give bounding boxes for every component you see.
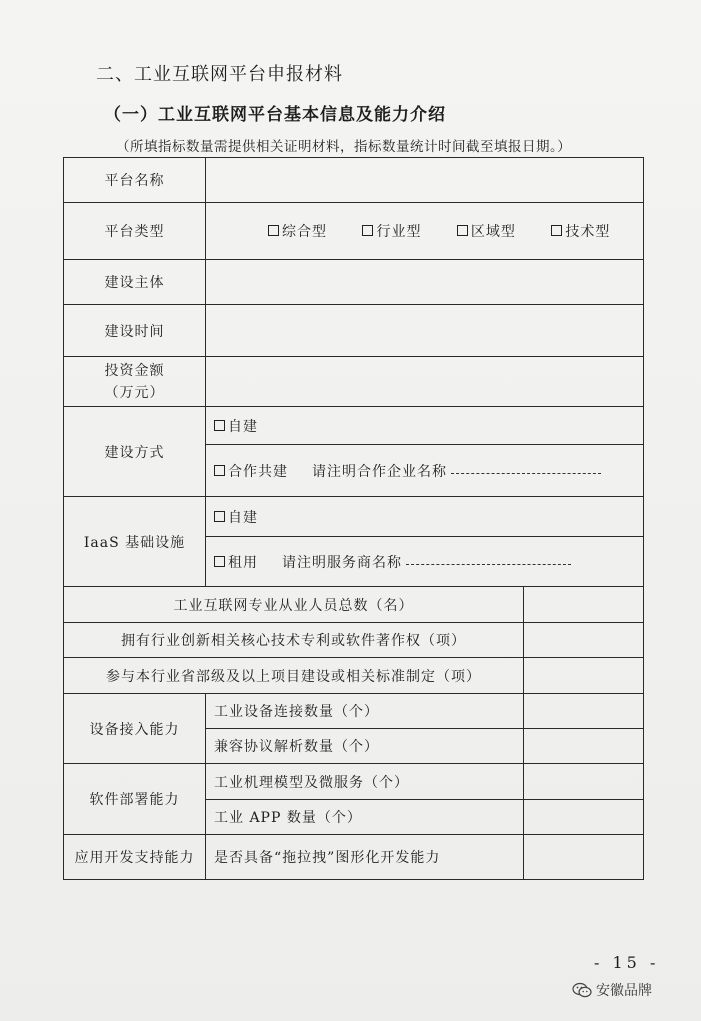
table-row: [64, 305, 644, 357]
fill-in-line[interactable]: [451, 473, 601, 474]
table-row: [64, 407, 644, 445]
watermark-text: 安徽品牌: [596, 983, 652, 999]
fill-in-line[interactable]: [406, 564, 571, 565]
checkbox-icon[interactable]: [551, 225, 562, 236]
checkbox-icon[interactable]: [214, 511, 225, 522]
platform-name-field[interactable]: [206, 158, 644, 203]
model-count-field[interactable]: [524, 764, 644, 800]
type-option-regional[interactable]: [457, 221, 516, 241]
table-row: [64, 623, 644, 658]
drag-drop-field[interactable]: [524, 835, 644, 880]
app-count-label: 工业 APP 数量（个）: [206, 800, 524, 835]
wechat-icon: [572, 982, 592, 998]
drag-drop-label: 是否具备“拖拉拽”图形化开发能力: [206, 835, 524, 880]
checkbox-icon[interactable]: [457, 225, 468, 236]
patents-label: 拥有行业创新相关核心技术专利或软件著作权（项）: [64, 623, 524, 658]
table-row: [64, 694, 644, 729]
app-dev-label: 应用开发支持能力: [64, 835, 206, 880]
checkbox-icon[interactable]: [214, 556, 225, 567]
build-mode-self[interactable]: [206, 407, 644, 445]
table-row: [64, 158, 644, 203]
device-count-label: 工业设备连接数量（个）: [206, 694, 524, 729]
iaas-rent[interactable]: [206, 537, 644, 587]
cooperative-hint: 请注明合作企业名称: [312, 463, 447, 480]
table-row: [64, 357, 644, 407]
table-row: [64, 497, 644, 537]
platform-name-label: 平台名称: [64, 158, 206, 203]
platform-type-label: 平台类型: [64, 203, 206, 260]
watermark: [572, 980, 652, 1000]
option-label: 技术型: [565, 224, 611, 240]
staff-total-label: 工业互联网专业从业人员总数（名）: [64, 587, 524, 623]
rent-hint: 请注明服务商名称: [282, 554, 402, 571]
builder-label: 建设主体: [64, 260, 206, 305]
platform-type-options: [206, 203, 644, 260]
iaas-self[interactable]: [206, 497, 644, 537]
protocol-count-field[interactable]: [524, 729, 644, 764]
investment-field[interactable]: [206, 357, 644, 407]
investment-unit: （万元）: [104, 384, 165, 401]
build-time-label: 建设时间: [64, 305, 206, 357]
patents-field[interactable]: [524, 623, 644, 658]
table-row: [64, 658, 644, 694]
build-time-field[interactable]: [206, 305, 644, 357]
option-label: 综合型: [282, 224, 327, 240]
model-count-label: 工业机理模型及微服务（个）: [206, 764, 524, 800]
investment-title: 投资金额: [104, 362, 165, 379]
checkbox-icon[interactable]: [362, 225, 373, 236]
table-row: [64, 764, 644, 800]
option-label: 行业型: [376, 224, 422, 240]
table-row: [64, 203, 644, 260]
protocol-count-label: 兼容协议解析数量（个）: [206, 729, 524, 764]
application-form-table: [63, 157, 644, 880]
type-option-industry[interactable]: [362, 221, 421, 241]
staff-total-field[interactable]: [524, 587, 644, 623]
device-count-field[interactable]: [524, 694, 644, 729]
option-label: 合作共建: [228, 463, 288, 480]
section-heading: 二、工业互联网平台申报材料: [96, 64, 343, 85]
table-row: [64, 260, 644, 305]
app-count-field[interactable]: [524, 800, 644, 835]
projects-label: 参与本行业省部级及以上项目建设或相关标准制定（项）: [64, 658, 524, 694]
checkbox-icon[interactable]: [268, 225, 279, 236]
device-access-label: 设备接入能力: [64, 694, 206, 764]
option-label: 自建: [228, 418, 258, 435]
projects-field[interactable]: [524, 658, 644, 694]
table-row: [64, 835, 644, 880]
type-option-technical[interactable]: [551, 221, 610, 241]
investment-label: [64, 357, 206, 407]
option-label: 区域型: [470, 224, 516, 240]
instruction-note: （所填指标数量需提供相关证明材料，指标数量统计时间截至填报日期。）: [116, 139, 572, 155]
checkbox-icon[interactable]: [214, 420, 225, 431]
page-number: - 15 -: [594, 953, 660, 972]
option-label: 租用: [228, 554, 258, 571]
type-option-comprehensive[interactable]: [268, 221, 327, 241]
builder-field[interactable]: [206, 260, 644, 305]
iaas-label: IaaS 基础设施: [64, 497, 206, 587]
option-label: 自建: [228, 509, 258, 526]
checkbox-icon[interactable]: [214, 465, 225, 476]
table-row: [64, 587, 644, 623]
software-deploy-label: 软件部署能力: [64, 764, 206, 835]
subsection-heading: （一）工业互联网平台基本信息及能力介绍: [104, 105, 446, 125]
build-mode-label: 建设方式: [64, 407, 206, 497]
build-mode-cooperative[interactable]: [206, 445, 644, 497]
